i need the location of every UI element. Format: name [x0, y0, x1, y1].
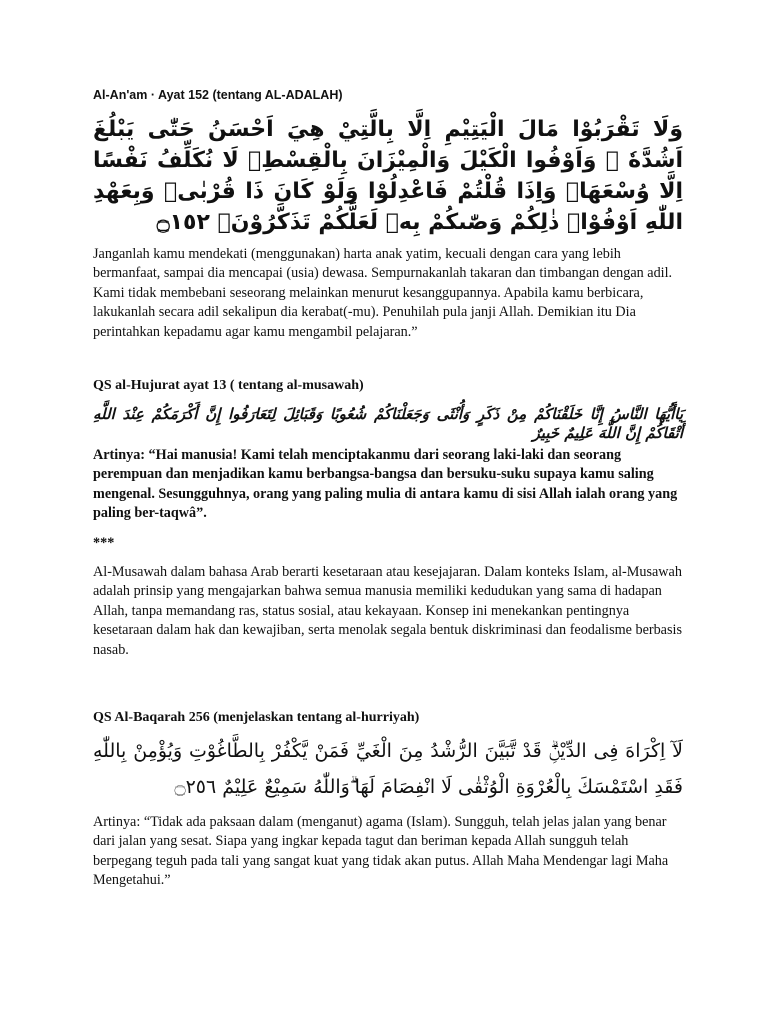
section-heading-al-anam: Al-An'am · Ayat 152 (tentang AL-ADALAH) — [93, 88, 343, 102]
separator-stars: *** — [93, 535, 115, 551]
musawah-explanation: Al-Musawah dalam bahasa Arab berarti kesetaraan atau kesejajaran. Dalam konteks Islam, al-Musawah adalah prinsip yang mengajarkan bahwa semua manusia memiliki kedudukan yang sama di hadapan Allah, tanpa memandang ras, status sosial, atau kekayaan. Konsep ini menekankan pentingnya kesetaraan dalam hak dan kewajiban, serta menolak segala bentuk diskriminasi dan feodalisme berbasis nasab. — [93, 564, 682, 658]
section-heading-al-baqarah: QS Al-Baqarah 256 (menjelaskan tentang al-hurriyah) — [93, 710, 420, 725]
translation-al-hujurat: Artinya: “Hai manusia! Kami telah menciptakanmu dari seorang laki-laki dan seorang perempuan dan menjadikan kamu berbangsa-bangsa dan bersuku-suku supaya kamu saling mengenal. Sesungguhnya, orang yang paling mulia di antara kamu di sisi Allah ialah orang yang paling ber-taqwâ”. — [93, 447, 678, 522]
arabic-verse-al-baqarah: لَآ اِكْرَاهَ فِى الدِّيْنِۗ قَدْ تَّبَيَّنَ الرُّشْدُ مِنَ الْغَيِّ فَمَنْ يَّكْفُرْ بِالطَّاغُوْتِ وَيُؤْمِنْ بِاللّٰهِ فَقَدِ اسْتَمْسَكَ بِالْعُرْوَةِ الْوُثْقٰى لَا انْفِصَامَ لَهَا ۗوَاللّٰهُ سَمِيْعٌ عَلِيْمٌ ۝٢٥٦ — [93, 740, 683, 798]
translation-al-anam: Janganlah kamu mendekati (menggunakan) harta anak yatim, kecuali dengan cara yang lebih bermanfaat, sampai dia mencapai (usia) dewasa. Sempurnakanlah takaran dan timbangan dengan adil. Kami tidak membebani seseorang melainkan menurut kesanggupannya. Apabila kamu berbicara, lakukanlah secara adil sekalipun dia kerabat(-mu). Penuhilah pula janji Allah. Demikian itu Dia perintahkan kepadamu agar kamu mengambil pelajaran.” — [93, 246, 673, 340]
translation-al-baqarah: Artinya: “Tidak ada paksaan dalam (menganut) agama (Islam). Sungguh, telah jelas jalan yang benar dari jalan yang sesat. Siapa yang ingkar kepada tagut dan beriman kepada Allah sungguh telah berpegang teguh pada tali yang sangat kuat yang tidak akan putus. Allah Maha Mendengar lagi Maha Mengetahui.” — [93, 814, 669, 889]
arabic-verse-al-anam: وَلَا تَقْرَبُوْا مَالَ الْيَتِيْمِ اِلَّا بِالَّتِيْ هِيَ اَحْسَنُ حَتّٰى يَبْلُغَ اَشُدَّهٗ ۚ وَاَوْفُوا الْكَيْلَ وَالْمِيْزَانَ بِالْقِسْطِۚ لَا نُكَلِّفُ نَفْسًا اِلَّا وُسْعَهَاۚ وَاِذَا قُلْتُمْ فَاعْدِلُوْا وَلَوْ كَانَ ذَا قُرْبٰىۚ وَبِعَهْدِ اللّٰهِ اَوْفُوْاۗ ذٰلِكُمْ وَصّٰىكُمْ بِهٖ لَعَلَّكُمْ تَذَكَّرُوْنَۙ ۝١٥٢ — [93, 117, 683, 235]
arabic-verse-al-hujurat: يَاأَيُّهَا النَّاسُ إِنَّا خَلَقْنَاكُمْ مِنْ ذَكَرٍ وَأُنْثَى وَجَعَلْنَاكُمْ شُعُوبًا وَقَبَائِلَ لِتَعَارَفُوا إِنَّ أَكْرَمَكُمْ عِنْدَ اللَّهِ أَتْقَاكُمْ إِنَّ اللَّهَ عَلِيمٌ خَبِيرٌ — [93, 405, 683, 442]
section-heading-al-hujurat: QS al-Hujurat ayat 13 ( tentang al-musawah) — [93, 378, 364, 393]
